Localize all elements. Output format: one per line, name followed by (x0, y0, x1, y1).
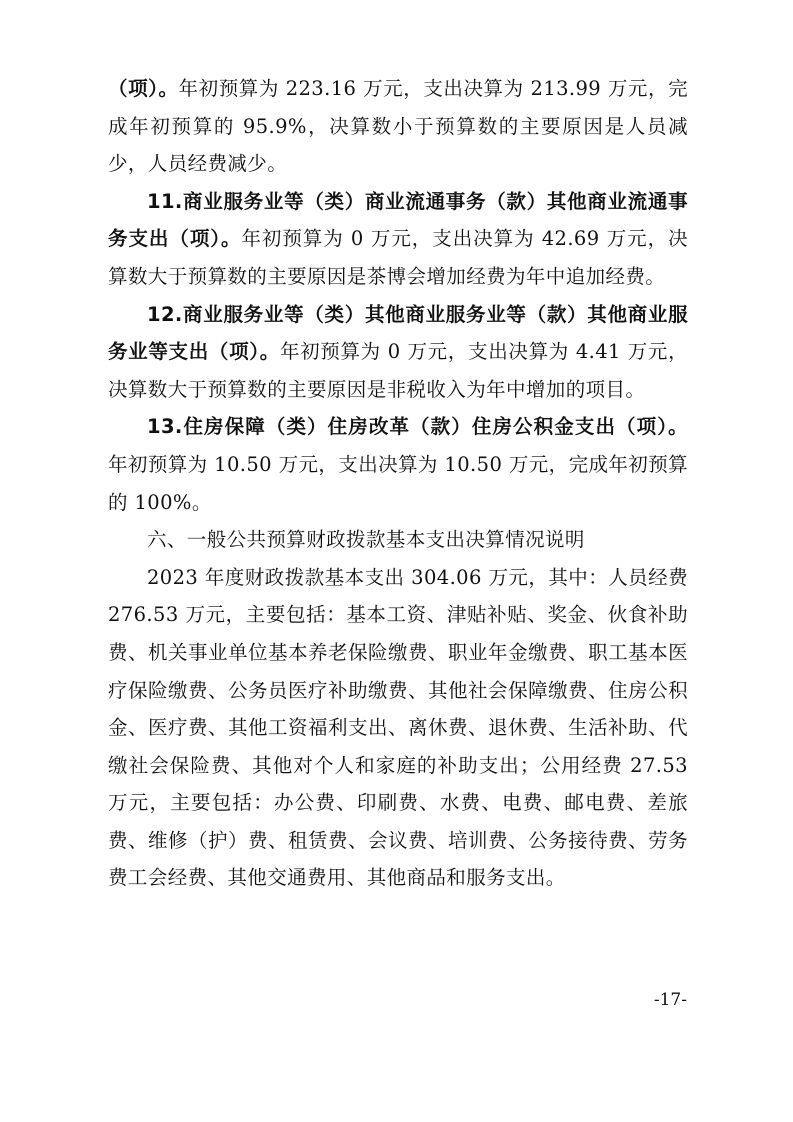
paragraph-text: 年初预算为 10.50 万元，支出决算为 10.50 万元，完成年初预算的 100%。 (108, 452, 688, 514)
bold-label: 11.商业服务业等（类）商业流通事务（款）其他商业流通事务支出（项）。 (108, 189, 688, 251)
paragraph-text: 年初预算为 223.16 万元，支出决算为 213.99 万元，完成年初预算的 95.9%，决算数小于预算数的主要原因是人员减少，人员经费减少。 (108, 77, 688, 176)
paragraph-item-12 (108, 296, 688, 409)
section-heading: 六、一般公共预算财政拨款基本支出决算情况说明 (147, 528, 585, 552)
bold-label: 13.住房保障（类）住房改革（款）住房公积金支出（项）。 (147, 415, 688, 439)
bold-label: 12.商业服务业等（类）其他商业服务业等（款）其他商业服务业等支出（项）。 (108, 302, 688, 364)
bold-label: （项）。 (108, 77, 179, 100)
page-number: -17- (653, 990, 687, 1010)
document-body (108, 70, 688, 897)
paragraph-item-11 (108, 183, 688, 296)
paragraph-basic-expenditure (108, 559, 688, 897)
paragraph-text: 年初预算为 0 万元，支出决算为 42.69 万元，决算数大于预算数的主要原因是茶博会增加经费为年中追加经费。 (108, 227, 688, 288)
paragraph-item-10-end (108, 70, 688, 183)
paragraph-item-13 (108, 408, 688, 521)
paragraph-text: 2023 年度财政拨款基本支出 304.06 万元，其中：人员经费 276.53 万元，主要包括：基本工资、津贴补贴、奖金、伙食补助费、机关事业单位基本养老保险缴费、职业年金缴费、职工基本医疗保险缴费、公务员医疗补助缴费、其他社会保障缴费、住房公积金、医疗费、其他工资福利支出、离休费、退休费、生活补助、代缴社会保险费、其他对个人和家庭的补助支出；公用经费 27.53 万元，主要包括：办公费、印刷费、水费、电费、邮电费、差旅费、维修（护）费、租赁费、会议费、培训费、公务接待费、劳务费工会经费、其他交通费用、其他商品和服务支出。 (108, 565, 688, 890)
paragraph-text: 年初预算为 0 万元，支出决算为 4.41 万元，决算数大于预算数的主要原因是非税收入为年中增加的项目。 (108, 340, 688, 401)
